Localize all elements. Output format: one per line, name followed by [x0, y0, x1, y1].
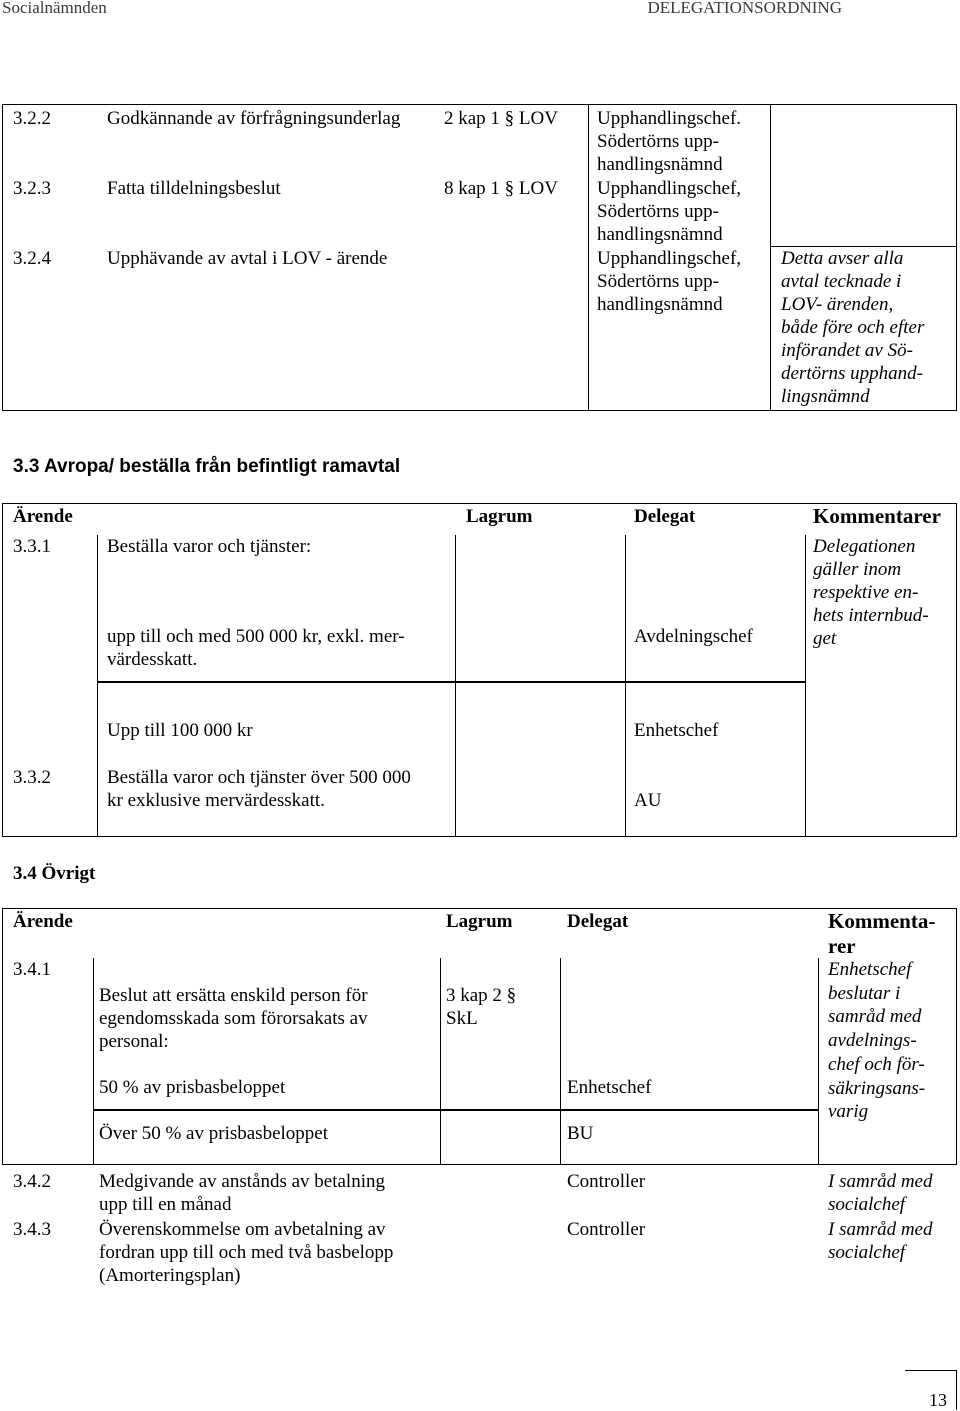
row-id: 3.4.1	[13, 959, 51, 980]
row-id: 3.4.2	[13, 1171, 51, 1192]
table-3-3-column-divider	[455, 535, 456, 836]
row-id: 3.2.4	[13, 248, 51, 269]
table-3-2-column-divider	[770, 104, 771, 411]
row-lagrum: 3 kap 2 § SkL	[446, 985, 517, 1029]
row-delegat: AU	[634, 790, 662, 811]
row-id: 3.3.2	[13, 767, 51, 788]
table-3-3-column-divider	[625, 535, 626, 836]
row-sub-text: upp till och med 500 000 kr, exkl. mer- värdesskatt.	[107, 626, 405, 670]
row-delegat: Controller	[567, 1219, 646, 1240]
row-delegat: Upphandlingschef. Södertörns upp- handlingsnämnd	[597, 108, 742, 175]
row-id: 3.2.3	[13, 178, 51, 199]
row-kommentar: Delegationen gäller inom respektive en- hets internbud- get	[813, 536, 929, 649]
row-kommentar: I samråd med socialchef	[828, 1219, 933, 1263]
row-id: 3.2.2	[13, 108, 51, 129]
row-id: 3.3.1	[13, 536, 51, 557]
column-header-arende: Ärende	[13, 911, 73, 932]
row-delegat: Enhetschef	[634, 720, 719, 741]
column-header-arende: Ärende	[13, 506, 73, 527]
row-arende: Godkännande av förfrågningsunderlag	[107, 108, 401, 129]
row-delegat: Controller	[567, 1171, 646, 1192]
row-arende: Beställa varor och tjänster över 500 000 kr exklusive mervärdesskatt.	[107, 767, 411, 811]
column-header-kommentar: Kommenta- rer	[828, 909, 936, 958]
row-arende: Beställa varor och tjänster:	[107, 536, 312, 557]
footer-frame-line	[956, 1370, 957, 1410]
row-delegat: Upphandlingschef, Södertörns upp- handlingsnämnd	[597, 178, 742, 245]
table-3-3-column-divider	[97, 535, 98, 836]
table-3-4-column-divider	[818, 958, 819, 1164]
row-sub-text: Upp till 100 000 kr	[107, 720, 253, 741]
column-header-delegat: Delegat	[634, 506, 696, 527]
header-right: DELEGATIONSORDNING	[647, 0, 842, 17]
column-header-delegat: Delegat	[567, 911, 629, 932]
row-delegat: Avdelningschef	[634, 626, 753, 647]
table-3-4-column-divider	[93, 958, 94, 1164]
table-3-2-column-divider	[588, 104, 589, 411]
row-lagrum: 8 kap 1 § LOV	[444, 178, 558, 199]
column-header-lagrum: Lagrum	[466, 506, 533, 527]
section-heading: 3.4 Övrigt	[13, 863, 96, 884]
table-3-4-column-divider	[560, 958, 561, 1164]
row-delegat: Enhetschef	[567, 1077, 652, 1098]
row-lagrum: 2 kap 1 § LOV	[444, 108, 558, 129]
section-heading: 3.3 Avropa/ beställa från befintligt ramavtal	[13, 456, 401, 477]
row-kommentar: Enhetschef beslutar i samråd med avdelnings- chef och för- säkringsans- varig	[828, 959, 926, 1123]
row-arende: Beslut att ersätta enskild person för egendomsskada som förorsakats av personal:	[99, 985, 368, 1052]
footer-frame-line	[905, 1370, 957, 1371]
row-arende: Medgivande av anstånds av betalning upp till en månad	[99, 1171, 385, 1215]
row-delegat: Upphandlingschef, Södertörns upp- handlingsnämnd	[597, 248, 742, 315]
row-arende: Fatta tilldelningsbeslut	[107, 178, 281, 199]
row-sub-text: 50 % av prisbasbeloppet	[99, 1077, 286, 1098]
column-header-kommentar: Kommentarer	[813, 504, 941, 528]
row-arende: Upphävande av avtal i LOV - ärende	[107, 248, 388, 269]
table-3-3-column-divider	[805, 535, 806, 836]
row-kommentar: Detta avser alla avtal tecknade i LOV- ärenden, både före och efter införandet av Sö- dertörns upphand- lingsnämnd	[781, 248, 925, 407]
column-header-lagrum: Lagrum	[446, 911, 513, 932]
header-left: Socialnämnden	[2, 0, 107, 17]
row-id: 3.4.3	[13, 1219, 51, 1240]
table-3-3-row-divider	[97, 681, 805, 683]
row-delegat: BU	[567, 1123, 594, 1144]
row-kommentar: I samråd med socialchef	[828, 1171, 933, 1215]
row-arende: Överenskommelse om avbetalning av fordran upp till och med två basbelopp (Amorteringsplan)	[99, 1219, 394, 1286]
table-3-4-row-divider	[93, 1109, 818, 1111]
page-number: 13	[929, 1390, 947, 1410]
table-3-4-column-divider	[440, 958, 441, 1164]
row-sub-text: Över 50 % av prisbasbeloppet	[99, 1123, 328, 1144]
